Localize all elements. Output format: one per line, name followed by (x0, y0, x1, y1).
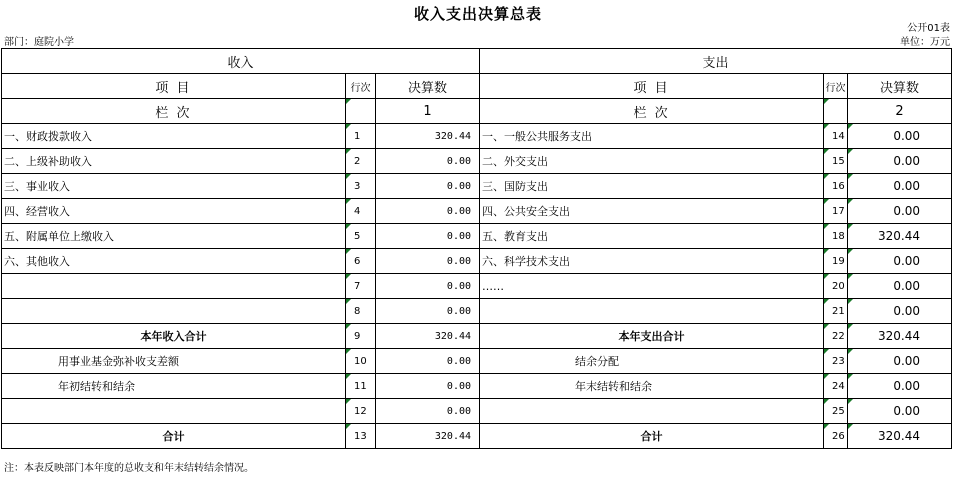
expense-item-label: 一、一般公共服务支出 (480, 124, 824, 149)
expense-line-no-text: 23 (832, 355, 845, 367)
cell-marker (346, 299, 351, 304)
income-line-no-text: 9 (354, 330, 361, 342)
expense-amount-text: 0.00 (893, 129, 921, 143)
cell-marker (346, 424, 351, 429)
cell-marker (824, 374, 829, 379)
expense-line-no (824, 274, 848, 299)
income-line-no-text: 1 (354, 130, 361, 142)
income-line-header: 行次 (346, 74, 376, 99)
expense-header: 支出 (480, 49, 952, 74)
expense-amount (848, 349, 952, 374)
income-amount-header: 决算数 (376, 74, 480, 99)
income-line-no-text: 8 (354, 305, 361, 317)
expense-line-no-text: 24 (832, 380, 845, 392)
expense-line-no-text: 18 (832, 230, 845, 242)
income-header: 收入 (2, 49, 480, 74)
expense-amount (848, 224, 952, 249)
expense-line-no-text: 17 (832, 205, 845, 217)
cell-marker (346, 399, 351, 404)
income-item-label (2, 274, 346, 299)
cell-marker (824, 224, 829, 229)
income-line-no (346, 249, 376, 274)
report-title: 收入支出决算总表 (413, 5, 542, 23)
expense-column-index: 2 (848, 99, 952, 124)
income-line-no-text: 6 (354, 255, 361, 267)
income-line-no (346, 274, 376, 299)
cell-marker (848, 374, 853, 379)
expense-line-no (824, 299, 848, 324)
income-line-no (346, 224, 376, 249)
column-header-row (2, 74, 952, 99)
expense-line-no (824, 199, 848, 224)
expense-line-no (824, 249, 848, 274)
table-row (2, 349, 952, 374)
expense-amount-text: 0.00 (893, 254, 921, 268)
expense-amount-text: 0.00 (893, 204, 921, 218)
cell-marker (824, 274, 829, 279)
expense-item-label: 二、外交支出 (480, 149, 824, 174)
table-row (2, 249, 952, 274)
expense-line-no (824, 399, 848, 424)
income-item-label: 用事业基金弥补收支差额 (2, 349, 346, 374)
income-item-label: 年初结转和结余 (2, 374, 346, 399)
income-amount: 0.00 (376, 174, 480, 199)
expense-item-label: 六、科学技术支出 (480, 249, 824, 274)
income-item-header: 项 目 (2, 74, 346, 99)
expense-line-no (824, 224, 848, 249)
income-amount: 0.00 (376, 399, 480, 424)
cell-marker (346, 149, 351, 154)
expense-line-no (824, 149, 848, 174)
expense-item-label: …… (480, 274, 824, 299)
income-amount: 0.00 (376, 149, 480, 174)
expense-amount (848, 249, 952, 274)
cell-marker (824, 249, 829, 254)
expense-line-no (824, 174, 848, 199)
expense-item-label: 年末结转和结余 (480, 374, 824, 399)
income-amount: 0.00 (376, 274, 480, 299)
cell-marker (824, 324, 829, 329)
expense-amount (848, 124, 952, 149)
income-amount: 0.00 (376, 224, 480, 249)
cell-marker (848, 174, 853, 179)
expense-amount-text: 0.00 (893, 379, 921, 393)
cell-marker (848, 199, 853, 204)
income-line-no (346, 149, 376, 174)
income-line-no (346, 174, 376, 199)
expense-amount (848, 149, 952, 174)
income-item-label: 一、财政拨款收入 (2, 124, 346, 149)
department-label: 部门：庭院小学 (4, 37, 74, 48)
income-line-no-text: 2 (354, 155, 361, 167)
cell-marker (346, 324, 351, 329)
cell-marker (346, 274, 351, 279)
table-row (2, 199, 952, 224)
expense-item-label: 结余分配 (480, 349, 824, 374)
income-item-label: 合计 (2, 424, 346, 449)
cell-marker (824, 299, 829, 304)
expense-line-header: 行次 (824, 74, 848, 99)
expense-line-no (824, 124, 848, 149)
expense-line-no-text: 21 (832, 305, 845, 317)
form-code: 公开01表 (907, 23, 950, 34)
income-amount: 0.00 (376, 249, 480, 274)
cell-marker (346, 174, 351, 179)
table-body (2, 124, 952, 449)
income-amount: 0.00 (376, 374, 480, 399)
income-line-no (346, 399, 376, 424)
expense-amount (848, 199, 952, 224)
cell-marker (824, 399, 829, 404)
expense-column-label: 栏 次 (480, 99, 824, 124)
income-item-label: 本年收入合计 (2, 324, 346, 349)
income-line-no-text: 12 (354, 405, 367, 417)
expense-amount (848, 374, 952, 399)
table-row (2, 324, 952, 349)
unit-label: 单位：万元 (900, 37, 950, 48)
cell-marker (848, 249, 853, 254)
income-item-label: 四、经营收入 (2, 199, 346, 224)
income-line-no (346, 374, 376, 399)
cell-marker (346, 99, 351, 104)
income-item-label (2, 399, 346, 424)
expense-item-label: 三、国防支出 (480, 174, 824, 199)
income-amount: 320.44 (376, 424, 480, 449)
expense-amount-text: 320.44 (878, 229, 921, 243)
table-row (2, 224, 952, 249)
expense-amount-text: 0.00 (893, 154, 921, 168)
expense-item-header: 项 目 (480, 74, 824, 99)
income-line-no (346, 424, 376, 449)
income-line-no-text: 7 (354, 280, 361, 292)
income-column-blank (346, 99, 376, 124)
expense-line-no-text: 14 (832, 130, 845, 142)
cell-marker (346, 224, 351, 229)
expense-amount (848, 324, 952, 349)
expense-item-label (480, 399, 824, 424)
income-line-no-text: 3 (354, 180, 361, 192)
income-item-label: 六、其他收入 (2, 249, 346, 274)
expense-line-no-text: 20 (832, 280, 845, 292)
section-header-row (2, 49, 952, 74)
table-row (2, 399, 952, 424)
cell-marker (824, 99, 829, 104)
cell-marker (848, 124, 853, 129)
table-row (2, 174, 952, 199)
expense-amount-text: 0.00 (893, 404, 921, 418)
cell-marker (848, 299, 853, 304)
expense-line-no-text: 16 (832, 180, 845, 192)
income-line-no-text: 10 (354, 355, 367, 367)
expense-amount (848, 299, 952, 324)
income-amount: 0.00 (376, 199, 480, 224)
cell-marker (346, 374, 351, 379)
expense-amount-text: 320.44 (878, 429, 921, 443)
table-row (2, 424, 952, 449)
income-item-label: 五、附属单位上缴收入 (2, 224, 346, 249)
cell-marker (346, 124, 351, 129)
column-index-row (2, 99, 952, 124)
income-column-label: 栏 次 (2, 99, 346, 124)
income-line-no (346, 124, 376, 149)
table-row (2, 124, 952, 149)
expense-item-label (480, 299, 824, 324)
income-amount: 320.44 (376, 324, 480, 349)
cell-marker (824, 149, 829, 154)
income-amount: 0.00 (376, 349, 480, 374)
cell-marker (824, 349, 829, 354)
expense-line-no (824, 349, 848, 374)
expense-amount-text: 320.44 (878, 329, 921, 343)
expense-column-blank (824, 99, 848, 124)
income-line-no-text: 11 (354, 380, 367, 392)
cell-marker (848, 224, 853, 229)
cell-marker (346, 199, 351, 204)
income-line-no-text: 5 (354, 230, 361, 242)
cell-marker (346, 249, 351, 254)
income-line-no-text: 13 (354, 430, 367, 442)
expense-item-label: 四、公共安全支出 (480, 199, 824, 224)
cell-marker (824, 199, 829, 204)
table-row (2, 149, 952, 174)
expense-line-no-text: 22 (832, 330, 845, 342)
expense-item-label: 本年支出合计 (480, 324, 824, 349)
income-item-label: 二、上级补助收入 (2, 149, 346, 174)
cell-marker (346, 349, 351, 354)
income-line-no-text: 4 (354, 205, 361, 217)
table-row (2, 374, 952, 399)
expense-amount-header: 决算数 (848, 74, 952, 99)
cell-marker (848, 324, 853, 329)
cell-marker (848, 349, 853, 354)
income-line-no (346, 324, 376, 349)
expense-line-no-text: 19 (832, 255, 845, 267)
expense-line-no (824, 374, 848, 399)
cell-marker (824, 424, 829, 429)
expense-item-label: 合计 (480, 424, 824, 449)
income-expense-table (1, 48, 952, 449)
cell-marker (848, 149, 853, 154)
expense-line-no-text: 15 (832, 155, 845, 167)
income-line-no (346, 349, 376, 374)
income-column-index: 1 (376, 99, 480, 124)
expense-amount (848, 399, 952, 424)
expense-amount (848, 174, 952, 199)
expense-line-no (824, 324, 848, 349)
income-item-label: 三、事业收入 (2, 174, 346, 199)
income-item-label (2, 299, 346, 324)
expense-line-no-text: 26 (832, 430, 845, 442)
cell-marker (824, 174, 829, 179)
income-amount: 0.00 (376, 299, 480, 324)
expense-line-no-text: 25 (832, 405, 845, 417)
expense-amount (848, 424, 952, 449)
footnote: 注：本表反映部门本年度的总收支和年末结转结余情况。 (4, 463, 254, 474)
cell-marker (848, 424, 853, 429)
income-amount: 320.44 (376, 124, 480, 149)
income-line-no (346, 199, 376, 224)
cell-marker (848, 274, 853, 279)
expense-amount-text: 0.00 (893, 179, 921, 193)
income-line-no (346, 299, 376, 324)
expense-amount-text: 0.00 (893, 279, 921, 293)
table-row (2, 299, 952, 324)
expense-amount (848, 274, 952, 299)
expense-item-label: 五、教育支出 (480, 224, 824, 249)
cell-marker (848, 399, 853, 404)
table-row (2, 274, 952, 299)
expense-amount-text: 0.00 (893, 354, 921, 368)
expense-amount-text: 0.00 (893, 304, 921, 318)
cell-marker (824, 124, 829, 129)
expense-line-no (824, 424, 848, 449)
